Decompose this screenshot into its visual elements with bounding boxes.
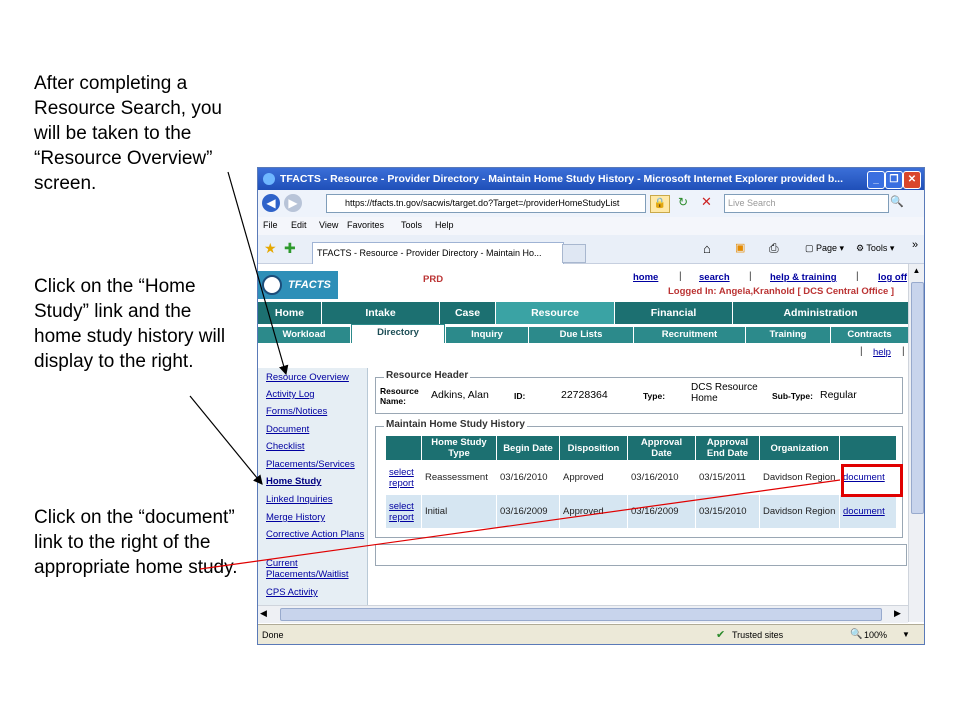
- sidebar-item-cps-activity[interactable]: CPS Activity: [266, 587, 318, 598]
- status-zone: Trusted sites: [732, 630, 784, 640]
- top-sep-2: |: [749, 271, 752, 282]
- more-chevron-icon[interactable]: »: [912, 239, 919, 251]
- back-icon[interactable]: ◀: [262, 194, 280, 212]
- link-search[interactable]: search: [699, 272, 730, 283]
- page-menu[interactable]: ▢ Page ▾: [805, 243, 845, 253]
- cell-approval-end-date: 03/15/2010: [696, 495, 760, 529]
- minimize-icon[interactable]: _: [867, 171, 885, 189]
- help-sep-left: |: [860, 346, 863, 357]
- note-document: Click on the “document” link to the right of the appropriate home study.: [34, 507, 238, 578]
- cell-type: Initial: [422, 495, 497, 529]
- cell-disposition: Approved: [560, 461, 628, 495]
- sidebar-item-activity-log[interactable]: Activity Log: [266, 389, 315, 400]
- col-header-organization: Organization: [760, 436, 840, 461]
- resource-type-value: DCS Resource Home: [691, 382, 758, 404]
- feeds-icon[interactable]: ▣: [735, 242, 746, 254]
- note-home-study: Click on the “Home Study” link and the home study history will display to the right.: [34, 276, 226, 372]
- col-header-begin-date: Begin Date: [497, 436, 560, 461]
- cell-begin-date: 03/16/2009: [497, 495, 560, 529]
- tab-financial[interactable]: Financial: [615, 302, 732, 324]
- resource-name-value: Adkins, Alan: [431, 389, 489, 401]
- sidebar-item-linked-inquiries[interactable]: Linked Inquiries: [266, 494, 333, 505]
- subtab-training[interactable]: Training: [746, 327, 830, 343]
- link-help[interactable]: help: [873, 347, 891, 358]
- tab-intake[interactable]: Intake: [322, 302, 439, 324]
- col-header-approval-end-date: Approval End Date: [696, 436, 760, 461]
- subtab-due-lists[interactable]: Due Lists: [529, 327, 633, 343]
- menu-help[interactable]: Help: [435, 220, 454, 230]
- sidebar-item-document[interactable]: Document: [266, 424, 310, 435]
- sidebar-item-resource-overview[interactable]: Resource Overview: [266, 372, 349, 383]
- cell-begin-date: 03/16/2010: [497, 461, 560, 495]
- arrow-to-home-study: [190, 396, 262, 484]
- sidebar-item-checklist[interactable]: Checklist: [266, 441, 305, 452]
- resource-type-label: Type:: [643, 391, 666, 401]
- report-link[interactable]: report: [389, 511, 414, 523]
- subtab-directory[interactable]: Directory: [351, 324, 445, 343]
- cell-approval-date: 03/16/2010: [628, 461, 696, 495]
- logged-in-label: Logged In: Angela,Kranhold [ DCS Central Office ]: [668, 286, 895, 297]
- restore-icon[interactable]: ❐: [885, 171, 903, 189]
- home-study-legend: Maintain Home Study History: [386, 419, 525, 430]
- document-link[interactable]: document: [843, 506, 885, 517]
- note-resource-overview: After completing a Resource Search, you will be taken to the “Resource Overview” screen.: [34, 73, 222, 194]
- window-title: TFACTS - Resource - Provider Directory - Maintain Home Study History - Microsoft Internet Explorer provided b...: [280, 173, 844, 185]
- sidebar-item-home-study[interactable]: Home Study: [266, 476, 322, 487]
- top-sep-3: |: [856, 271, 859, 282]
- resource-id-value: 22728364: [561, 389, 608, 401]
- home-icon[interactable]: ⌂: [703, 241, 711, 256]
- resource-id-label: ID:: [514, 391, 526, 401]
- scroll-left-icon[interactable]: ◀: [260, 608, 267, 618]
- forward-icon[interactable]: ▶: [284, 194, 302, 212]
- link-home[interactable]: home: [633, 272, 659, 283]
- cell-approval-end-date: 03/15/2011: [696, 461, 760, 495]
- col-header-type: Home Study Type: [422, 436, 497, 461]
- subtab-workload[interactable]: Workload: [258, 327, 350, 343]
- subtab-contracts[interactable]: Contracts: [831, 327, 908, 343]
- top-sep-1: |: [679, 271, 682, 282]
- sidebar-item-forms-notices[interactable]: Forms/Notices: [266, 406, 328, 417]
- cell-type: Reassessment: [422, 461, 497, 495]
- sidebar-item-current-placements-waitlist[interactable]: Current Placements/Waitlist: [266, 558, 349, 580]
- subtab-inquiry[interactable]: Inquiry: [446, 327, 528, 343]
- report-link[interactable]: report: [389, 477, 414, 489]
- resource-subtype-value: Regular: [820, 389, 857, 401]
- zoom-dropdown-icon[interactable]: ▼: [902, 630, 910, 639]
- trusted-check-icon: ✔: [716, 629, 726, 641]
- stop-icon[interactable]: ✕: [701, 194, 712, 209]
- resource-subtype-label: Sub-Type:: [772, 391, 813, 401]
- sidebar-item-placements-services[interactable]: Placements/Services: [266, 459, 355, 470]
- env-label: PRD: [423, 274, 444, 285]
- tab-home[interactable]: Home: [258, 302, 321, 324]
- scroll-up-icon[interactable]: ▲: [912, 266, 921, 275]
- link-log-off[interactable]: log off: [878, 272, 908, 283]
- address-input[interactable]: https://tfacts.tn.gov/sacwis/target.do?Target=/providerHomeStudyList: [326, 194, 646, 213]
- search-icon[interactable]: 🔍: [890, 196, 904, 208]
- cell-disposition: Approved: [560, 495, 628, 529]
- select-link[interactable]: select: [389, 500, 414, 512]
- search-input[interactable]: Live Search: [724, 194, 889, 213]
- close-icon[interactable]: ✕: [903, 171, 921, 189]
- tab-resource[interactable]: Resource: [496, 302, 614, 324]
- zoom-icon[interactable]: 🔍: [850, 629, 863, 640]
- tab-administration[interactable]: Administration: [733, 302, 908, 324]
- resource-name-label: Resource Name:: [380, 386, 419, 406]
- menu-edit[interactable]: Edit: [291, 220, 307, 230]
- link-help-training[interactable]: help & training: [770, 272, 837, 283]
- tfacts-logo: TFACTS: [258, 271, 338, 299]
- col-header-approval-date: Approval Date: [628, 436, 696, 461]
- help-sep-right: |: [902, 346, 905, 357]
- document-link[interactable]: document: [843, 472, 885, 483]
- cell-organization: Davidson Region: [760, 461, 840, 495]
- tab-tfacts[interactable]: TFACTS - Resource - Provider Directory - Maintain Ho...: [312, 242, 564, 264]
- arrow-to-resource-overview: [228, 172, 286, 374]
- select-link[interactable]: select: [389, 466, 414, 478]
- add-favorite-icon[interactable]: ✚: [284, 240, 296, 256]
- menu-file[interactable]: File: [263, 220, 278, 230]
- resource-header-legend: Resource Header: [386, 370, 469, 381]
- refresh-icon[interactable]: ↻: [678, 195, 689, 209]
- cell-approval-date: 03/16/2009: [628, 495, 696, 529]
- cell-organization: Davidson Region: [760, 495, 840, 529]
- print-icon[interactable]: ⎙: [769, 241, 779, 255]
- sidebar-item-merge-history[interactable]: Merge History: [266, 512, 326, 523]
- status-zoom[interactable]: 100%: [864, 630, 888, 640]
- tools-menu[interactable]: ⚙ Tools ▾: [856, 243, 895, 253]
- sidebar-item-corrective-action-plans[interactable]: Corrective Action Plans: [266, 529, 365, 540]
- favorites-star-icon[interactable]: ★: [264, 240, 277, 256]
- status-done: Done: [262, 630, 284, 640]
- tab-case[interactable]: Case: [440, 302, 495, 324]
- col-header-disposition: Disposition: [560, 436, 628, 461]
- lock-icon[interactable]: 🔒: [650, 195, 670, 213]
- menu-view[interactable]: View: [319, 220, 339, 230]
- subtab-recruitment[interactable]: Recruitment: [634, 327, 745, 343]
- menu-favorites[interactable]: Favorites: [347, 220, 385, 230]
- menu-tools[interactable]: Tools: [401, 220, 423, 230]
- scroll-right-icon[interactable]: ▶: [894, 608, 901, 618]
